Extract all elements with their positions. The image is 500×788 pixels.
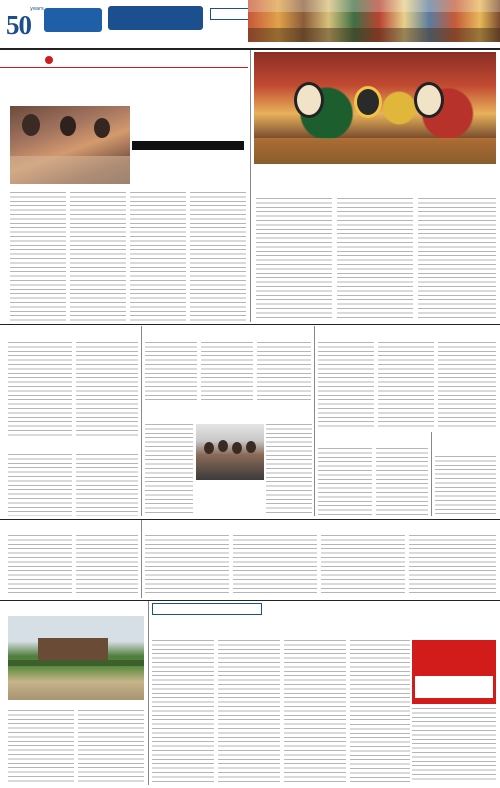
row2-story-a-body-1 — [8, 342, 72, 436]
right-top-photo — [254, 52, 496, 164]
lead-side-box — [132, 106, 244, 140]
row-rule-2 — [0, 519, 500, 520]
bottom-body-3 — [284, 640, 346, 782]
lead-body-col-2 — [70, 192, 126, 322]
row2-story-a-body-2 — [76, 342, 138, 436]
row2-story-b-body-2 — [201, 342, 253, 402]
row3-left-body-1 — [8, 454, 72, 516]
row2-story-b-body-1 — [145, 342, 197, 402]
row4-story-a-body-2 — [76, 535, 138, 595]
bottom-red-highlight-box — [415, 676, 493, 698]
row2-story-c-body-1 — [318, 342, 374, 430]
anniversary-number: 50 — [6, 10, 31, 40]
row3-body-1 — [145, 424, 193, 516]
row3-right-body-1 — [318, 448, 372, 516]
row4-story-a-body-1 — [8, 535, 72, 595]
lead-banner-ornament — [45, 56, 53, 64]
masthead — [0, 0, 500, 50]
row4-story-b-body-1 — [145, 535, 229, 595]
anniversary-word: years — [30, 6, 44, 12]
row3-right-body-2 — [376, 448, 428, 516]
row3-right-body-3 — [435, 456, 496, 516]
bottom-body-5 — [412, 708, 496, 782]
lead-body-col-4 — [190, 192, 246, 322]
lead-photo — [10, 106, 130, 184]
row3-left-body-2 — [76, 454, 138, 516]
lead-side-highlight-box — [132, 141, 244, 150]
masthead-photo — [248, 0, 500, 42]
row3-photo — [196, 424, 264, 480]
bottom-body-6 — [350, 724, 410, 782]
bottom-body-1 — [152, 640, 214, 782]
row2-story-b-body-3 — [257, 342, 311, 402]
supplement-title-box — [108, 6, 203, 30]
bottom-left-body-1 — [8, 710, 74, 782]
column-rule-right — [250, 50, 251, 322]
row3-body-2 — [266, 424, 312, 516]
lead-red-rule — [0, 67, 248, 68]
right-top-body-col-2 — [337, 198, 413, 320]
row4-story-b-body-4 — [409, 535, 496, 595]
row4-story-b-body-2 — [233, 535, 317, 595]
bottom-body-4 — [350, 640, 410, 720]
paper-logo — [44, 8, 102, 32]
lead-body-col-3 — [130, 192, 186, 322]
bottom-badge-box — [152, 603, 262, 615]
row4-story-b-body-3 — [321, 535, 405, 595]
lead-body-col-1 — [10, 192, 66, 322]
row2-story-c-body-3 — [438, 342, 496, 430]
row-rule-3 — [0, 600, 500, 601]
row2-divider-2 — [314, 326, 315, 516]
bottom-body-2 — [218, 640, 280, 782]
row4-divider-1 — [141, 520, 142, 598]
bottom-left-body-2 — [78, 710, 144, 782]
row2-story-c-body-2 — [378, 342, 434, 430]
row3-right-divider — [431, 432, 432, 516]
row2-divider-1 — [141, 326, 142, 516]
bottom-left-photo — [8, 616, 144, 700]
right-top-body-col-1 — [256, 198, 332, 320]
row-rule-1 — [0, 324, 500, 325]
right-top-body-col-3 — [418, 198, 496, 320]
bottom-divider — [148, 601, 149, 785]
